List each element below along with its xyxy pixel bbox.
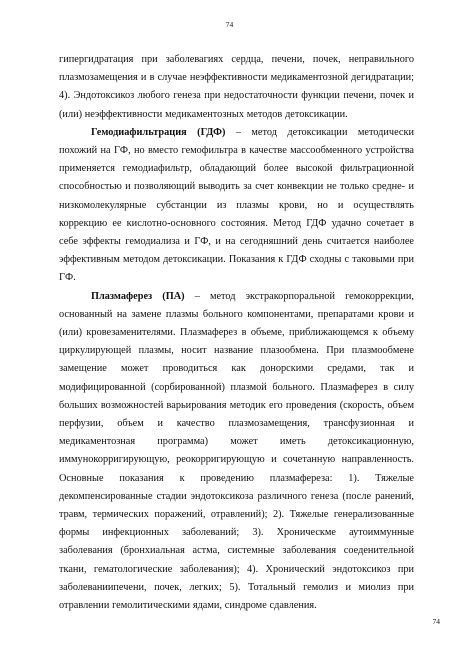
- paragraph-plasmapheresis: [59, 288, 414, 616]
- page-number-top: 74: [225, 20, 234, 29]
- term-hemodiafiltration: Гемодиафильтрация (ГДФ): [91, 126, 226, 138]
- paragraph-continuation: гипергидратация при заболевагиях сердца, печени, почек, неправильного плазмозамещения и в случае неэффективности медикаментозной дегидратации; 4). Эндотоксикоз любого генеза при недостаточности функции печени, почек и (или) неэффективности медикаментозных методов детоксикации.: [59, 54, 414, 120]
- page-number-bottom: 74: [432, 617, 440, 626]
- page-content: [59, 51, 414, 615]
- paragraph-plasmapheresis-text: – метод экстракорпоральной гемокоррекции, основанный на замене плазмы больного компонентами, препаратами крови и (или) кровезаменителями. Плазмаферез в объеме, приближающемся к объему циркулирующей плазмы, носит название плазообмена. При плазмообмене замещение может проводиться как донорскими средами, так и модифицированной (сорбированной) плазмой больного. Плазмаферез в силу больших возможностей варьирования методик его проведения (скорость, объем перфузии, объем и качество плазмозамещения, трансфузионная и медикаментозная программа) может иметь детоксикационную, иммунокорригирующую, реокорригирующую и сочетанную направленность. Основные показания к проведению плазмафереза: 1). Тяжелые декомпенсированные стадии эндотоксикоза различного генеза (после ранений, травм, термических поражений, отравлений); 2). Тяжелые генерализованные формы инфекционных заболеваний; 3). Хроническме аутоиммунные заболевания (бронхиальная астма, системные заболевания соеденительной ткани, гематологические заболевания); 4). Хронический эндотоксикоз при заболеваниипечени, почек, легких; 5). Тотальный гемолиз и миолиз при отравлении гемолитическими ядами, синдроме сдавления.: [59, 290, 414, 612]
- paragraph-hemodiafiltration-text: – метод детоксикации методически похожий на ГФ, но вместо гемофильтра в качестве массообменного устройства применяется гемодиафильтр, обладающий более высокой фильтрационной способностью и позволяющий выводить за счет конвекции не только средне- и низкомолекулярные субстанции из плазмы крови, но и осуществлять коррекцию ее кислотно-основного состояния. Метод ГДФ удачно сочетает в себе эффекты гемодиализа и ГФ, и на сегодняшний день считается наиболее эффективным методом детоксикации. Показания к ГДФ сходны с таковыми при ГФ.: [59, 126, 415, 284]
- term-plasmapheresis: Плазмаферез (ПА): [91, 290, 185, 302]
- paragraph-hemodiafiltration: [59, 124, 414, 288]
